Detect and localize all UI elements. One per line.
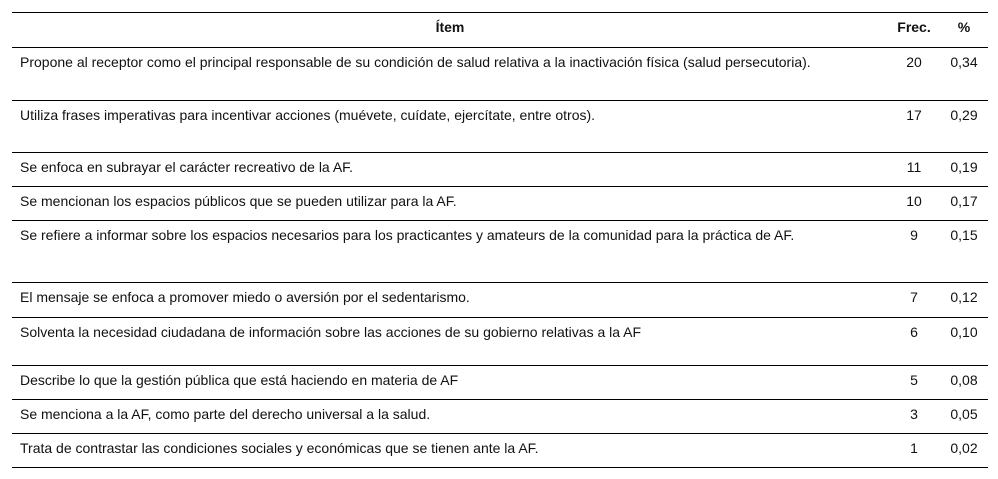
row-item: Se menciona a la AF, como parte del derecho universal a la salud. bbox=[20, 406, 431, 422]
frequency-table bbox=[12, 12, 988, 468]
table-row bbox=[12, 318, 988, 366]
row-item: Describe lo que la gestión pública que está haciendo en materia de AF bbox=[20, 372, 459, 388]
row-pct: 0,29 bbox=[950, 107, 978, 123]
row-item: Propone al receptor como el principal responsable de su condición de salud relativa a la inactivación física (salud persecutoria). bbox=[20, 54, 811, 70]
row-frec: 10 bbox=[906, 193, 922, 209]
header-frec: Frec. bbox=[897, 19, 931, 35]
table-row bbox=[12, 187, 988, 221]
row-pct: 0,12 bbox=[950, 289, 978, 305]
table-header bbox=[12, 12, 988, 48]
row-pct: 0,34 bbox=[950, 54, 978, 70]
row-item: Utiliza frases imperativas para incentivar acciones (muévete, cuídate, ejercítate, entre otros). bbox=[20, 107, 596, 123]
row-frec: 1 bbox=[910, 440, 918, 456]
row-pct: 0,08 bbox=[950, 372, 978, 388]
header-item: Ítem bbox=[435, 19, 465, 35]
row-pct: 0,10 bbox=[950, 324, 978, 340]
row-frec: 17 bbox=[906, 107, 922, 123]
row-frec: 20 bbox=[906, 54, 922, 70]
row-pct: 0,15 bbox=[950, 227, 978, 243]
row-frec: 3 bbox=[910, 406, 918, 422]
table-row bbox=[12, 366, 988, 400]
row-frec: 7 bbox=[910, 289, 918, 305]
row-pct: 0,19 bbox=[950, 159, 978, 175]
row-pct: 0,05 bbox=[950, 406, 978, 422]
row-frec: 5 bbox=[910, 372, 918, 388]
row-item: Trata de contrastar las condiciones sociales y económicas que se tienen ante la AF. bbox=[20, 440, 539, 456]
table-row bbox=[12, 153, 988, 187]
row-item: Se refiere a informar sobre los espacios necesarios para los practicantes y amateurs de la comunidad para la práctica de AF. bbox=[20, 227, 795, 243]
row-pct: 0,02 bbox=[950, 440, 978, 456]
table-row bbox=[12, 400, 988, 434]
header-pct: % bbox=[957, 19, 971, 35]
row-item: Se mencionan los espacios públicos que se pueden utilizar para la AF. bbox=[20, 193, 457, 209]
row-item: Se enfoca en subrayar el carácter recreativo de la AF. bbox=[20, 159, 354, 175]
table-row bbox=[12, 48, 988, 101]
row-frec: 11 bbox=[906, 159, 922, 175]
row-item: Solventa la necesidad ciudadana de información sobre las acciones de su gobierno relativas a la AF bbox=[20, 324, 642, 340]
row-frec: 6 bbox=[910, 324, 918, 340]
row-pct: 0,17 bbox=[950, 193, 978, 209]
row-frec: 9 bbox=[910, 227, 918, 243]
row-item: El mensaje se enfoca a promover miedo o aversión por el sedentarismo. bbox=[20, 289, 470, 305]
table-row bbox=[12, 221, 988, 283]
table-row bbox=[12, 101, 988, 153]
table-row bbox=[12, 434, 988, 468]
table-row bbox=[12, 283, 988, 318]
